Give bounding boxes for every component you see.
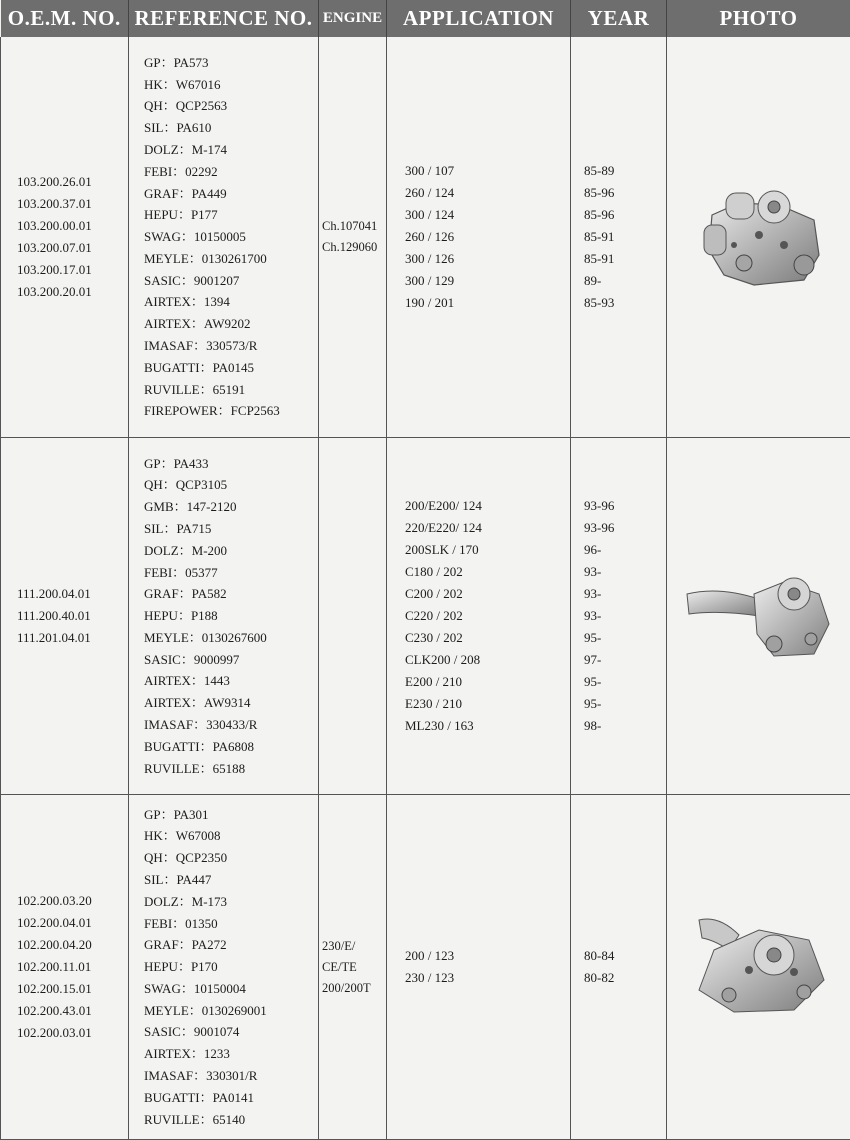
application-line: 200SLK / 170 xyxy=(405,542,479,557)
reference-line: GP：PA301 xyxy=(144,806,209,822)
header-oem: O.E.M. NO. xyxy=(1,0,129,37)
application-line: 300 / 124 xyxy=(405,207,455,222)
reference-line: GRAF：PA582 xyxy=(144,586,227,602)
application-line: 300 / 107 xyxy=(405,163,455,178)
reference-line: SWAG：10150004 xyxy=(144,980,246,996)
engine-line: CE/TE xyxy=(322,959,357,974)
year-line: 93- xyxy=(584,586,602,601)
year-line: 93- xyxy=(584,564,602,579)
reference-line: AIRTEX：AW9314 xyxy=(144,695,251,711)
reference-line: IMASAF：330433/R xyxy=(144,717,258,733)
application-line: E230 / 210 xyxy=(405,696,463,711)
oem-line: 111.200.04.01 xyxy=(17,586,91,601)
application-line: C230 / 202 xyxy=(405,630,463,645)
year-cell xyxy=(571,795,667,1140)
header-row xyxy=(1,0,850,37)
oem-line: 103.200.07.01 xyxy=(17,240,92,255)
application-line: C180 / 202 xyxy=(405,564,463,579)
header-engine: ENGINE xyxy=(319,0,387,37)
oem-line: 102.200.11.01 xyxy=(17,959,92,974)
oem-cell xyxy=(1,37,129,438)
year-line: 85-91 xyxy=(584,251,615,266)
application-cell xyxy=(387,37,571,438)
reference-line: GP：PA573 xyxy=(144,54,209,70)
year-cell xyxy=(571,37,667,438)
year-line: 93-96 xyxy=(584,498,615,513)
year-line: 95- xyxy=(584,696,602,711)
water-pump-image xyxy=(679,564,839,664)
application-line: 260 / 124 xyxy=(405,185,455,200)
reference-line: SASIC：9001074 xyxy=(144,1024,240,1040)
year-line: 80-82 xyxy=(584,970,615,985)
engine-cell xyxy=(319,438,387,795)
oem-line: 103.200.20.01 xyxy=(17,284,92,299)
oem-line: 102.200.03.01 xyxy=(17,1025,92,1040)
reference-line: HEPU：P177 xyxy=(144,207,218,223)
application-line: 200 / 123 xyxy=(405,948,455,963)
photo-cell xyxy=(667,37,850,438)
application-line: 230 / 123 xyxy=(405,970,455,985)
reference-line: SASIC：9001207 xyxy=(144,272,240,288)
year-line: 95- xyxy=(584,630,602,645)
year-cell xyxy=(571,438,667,795)
application-line: ML230 / 163 xyxy=(405,718,474,733)
reference-line: SIL：PA610 xyxy=(144,120,212,136)
reference-line: MEYLE：0130267600 xyxy=(144,629,267,645)
year-line: 85-96 xyxy=(584,185,615,200)
reference-line: SIL：PA447 xyxy=(144,871,212,887)
year-line: 93- xyxy=(584,608,602,623)
application-line: CLK200 / 208 xyxy=(405,652,481,667)
reference-line: MEYLE：0130269001 xyxy=(144,1002,267,1018)
reference-line: IMASAF：330301/R xyxy=(144,1068,258,1084)
oem-cell xyxy=(1,795,129,1140)
water-pump-image xyxy=(684,910,834,1020)
reference-line: HEPU：P188 xyxy=(144,608,218,624)
reference-line: RUVILLE：65188 xyxy=(144,760,246,776)
header-year: YEAR xyxy=(571,0,667,37)
header-application: APPLICATION xyxy=(387,0,571,37)
year-line: 85-89 xyxy=(584,163,615,178)
oem-line: 103.200.00.01 xyxy=(17,218,92,233)
oem-line: 103.200.37.01 xyxy=(17,196,92,211)
year-line: 85-96 xyxy=(584,207,615,222)
water-pump-image xyxy=(684,175,834,295)
application-line: 300 / 126 xyxy=(405,251,455,266)
year-line: 93-96 xyxy=(584,520,615,535)
reference-line: MEYLE：0130261700 xyxy=(144,250,267,266)
application-line: 260 / 126 xyxy=(405,229,455,244)
reference-line: AIRTEX：1394 xyxy=(144,294,230,310)
engine-line: 230/E/ xyxy=(322,938,356,953)
engine-line: Ch.129060 xyxy=(322,240,378,254)
reference-line: FEBI：05377 xyxy=(144,564,218,580)
reference-line: BUGATTI：PA0145 xyxy=(144,359,255,375)
application-line: 190 / 201 xyxy=(405,295,455,310)
application-line: C200 / 202 xyxy=(405,586,463,601)
photo-cell xyxy=(667,438,850,795)
application-line: E200 / 210 xyxy=(405,674,463,689)
oem-line: 102.200.03.20 xyxy=(17,893,92,908)
year-line: 89- xyxy=(584,273,602,288)
oem-line: 103.200.17.01 xyxy=(17,262,92,277)
oem-line: 103.200.26.01 xyxy=(17,174,92,189)
oem-line: 111.200.40.01 xyxy=(17,608,91,623)
header-reference: REFERENCE NO. xyxy=(129,0,319,37)
year-line: 98- xyxy=(584,718,602,733)
reference-line: QH：QCP2350 xyxy=(144,850,228,866)
reference-line: FEBI：01350 xyxy=(144,915,218,931)
year-line: 95- xyxy=(584,674,602,689)
application-line: 220/E220/ 124 xyxy=(405,520,482,535)
year-line: 96- xyxy=(584,542,602,557)
table-row xyxy=(1,795,850,1140)
application-line: C220 / 202 xyxy=(405,608,463,623)
table-row xyxy=(1,37,850,438)
engine-line: Ch.107041 xyxy=(322,219,378,233)
reference-line: RUVILLE：65140 xyxy=(144,1111,246,1127)
reference-line: GMB：147-2120 xyxy=(144,499,237,515)
application-cell xyxy=(387,795,571,1140)
reference-line: GRAF：PA449 xyxy=(144,185,227,201)
photo-cell xyxy=(667,795,850,1140)
reference-line: GRAF：PA272 xyxy=(144,937,227,953)
reference-line: QH：QCP2563 xyxy=(144,98,228,114)
oem-line: 102.200.04.01 xyxy=(17,915,92,930)
engine-cell xyxy=(319,37,387,438)
reference-cell xyxy=(129,438,319,795)
reference-line: GP：PA433 xyxy=(144,455,209,471)
oem-line: 111.201.04.01 xyxy=(17,630,91,645)
reference-line: RUVILLE：65191 xyxy=(144,381,246,397)
year-line: 80-84 xyxy=(584,948,615,963)
reference-line: FIREPOWER：FCP2563 xyxy=(144,403,280,419)
reference-line: HEPU：P170 xyxy=(144,959,218,975)
reference-line: SWAG：10150005 xyxy=(144,229,246,245)
year-line: 85-91 xyxy=(584,229,615,244)
reference-line: HK：W67008 xyxy=(144,828,221,844)
reference-line: AIRTEX：AW9202 xyxy=(144,316,251,332)
reference-line: QH：QCP3105 xyxy=(144,477,228,493)
reference-line: DOLZ：M-200 xyxy=(144,542,228,558)
engine-line: 200/200T xyxy=(322,980,371,995)
reference-line: AIRTEX：1233 xyxy=(144,1046,230,1062)
oem-line: 102.200.15.01 xyxy=(17,981,92,996)
application-cell xyxy=(387,438,571,795)
application-line: 200/E200/ 124 xyxy=(405,498,482,513)
reference-line: BUGATTI：PA0141 xyxy=(144,1089,255,1105)
reference-line: SASIC：9000997 xyxy=(144,651,240,667)
table-row xyxy=(1,438,850,795)
application-line: 300 / 129 xyxy=(405,273,455,288)
oem-line: 102.200.43.01 xyxy=(17,1003,92,1018)
year-line: 85-93 xyxy=(584,295,615,310)
engine-cell xyxy=(319,795,387,1140)
header-photo: PHOTO xyxy=(667,0,850,37)
reference-line: DOLZ：M-174 xyxy=(144,141,228,157)
reference-line: BUGATTI：PA6808 xyxy=(144,738,255,754)
year-line: 97- xyxy=(584,652,602,667)
reference-cell xyxy=(129,795,319,1140)
oem-cell xyxy=(1,438,129,795)
oem-line: 102.200.04.20 xyxy=(17,937,92,952)
reference-line: FEBI：02292 xyxy=(144,163,218,179)
reference-cell xyxy=(129,37,319,438)
reference-line: IMASAF：330573/R xyxy=(144,338,258,354)
reference-line: HK：W67016 xyxy=(144,76,221,92)
reference-line: SIL：PA715 xyxy=(144,520,212,536)
reference-line: DOLZ：M-173 xyxy=(144,893,228,909)
reference-line: AIRTEX：1443 xyxy=(144,673,230,689)
